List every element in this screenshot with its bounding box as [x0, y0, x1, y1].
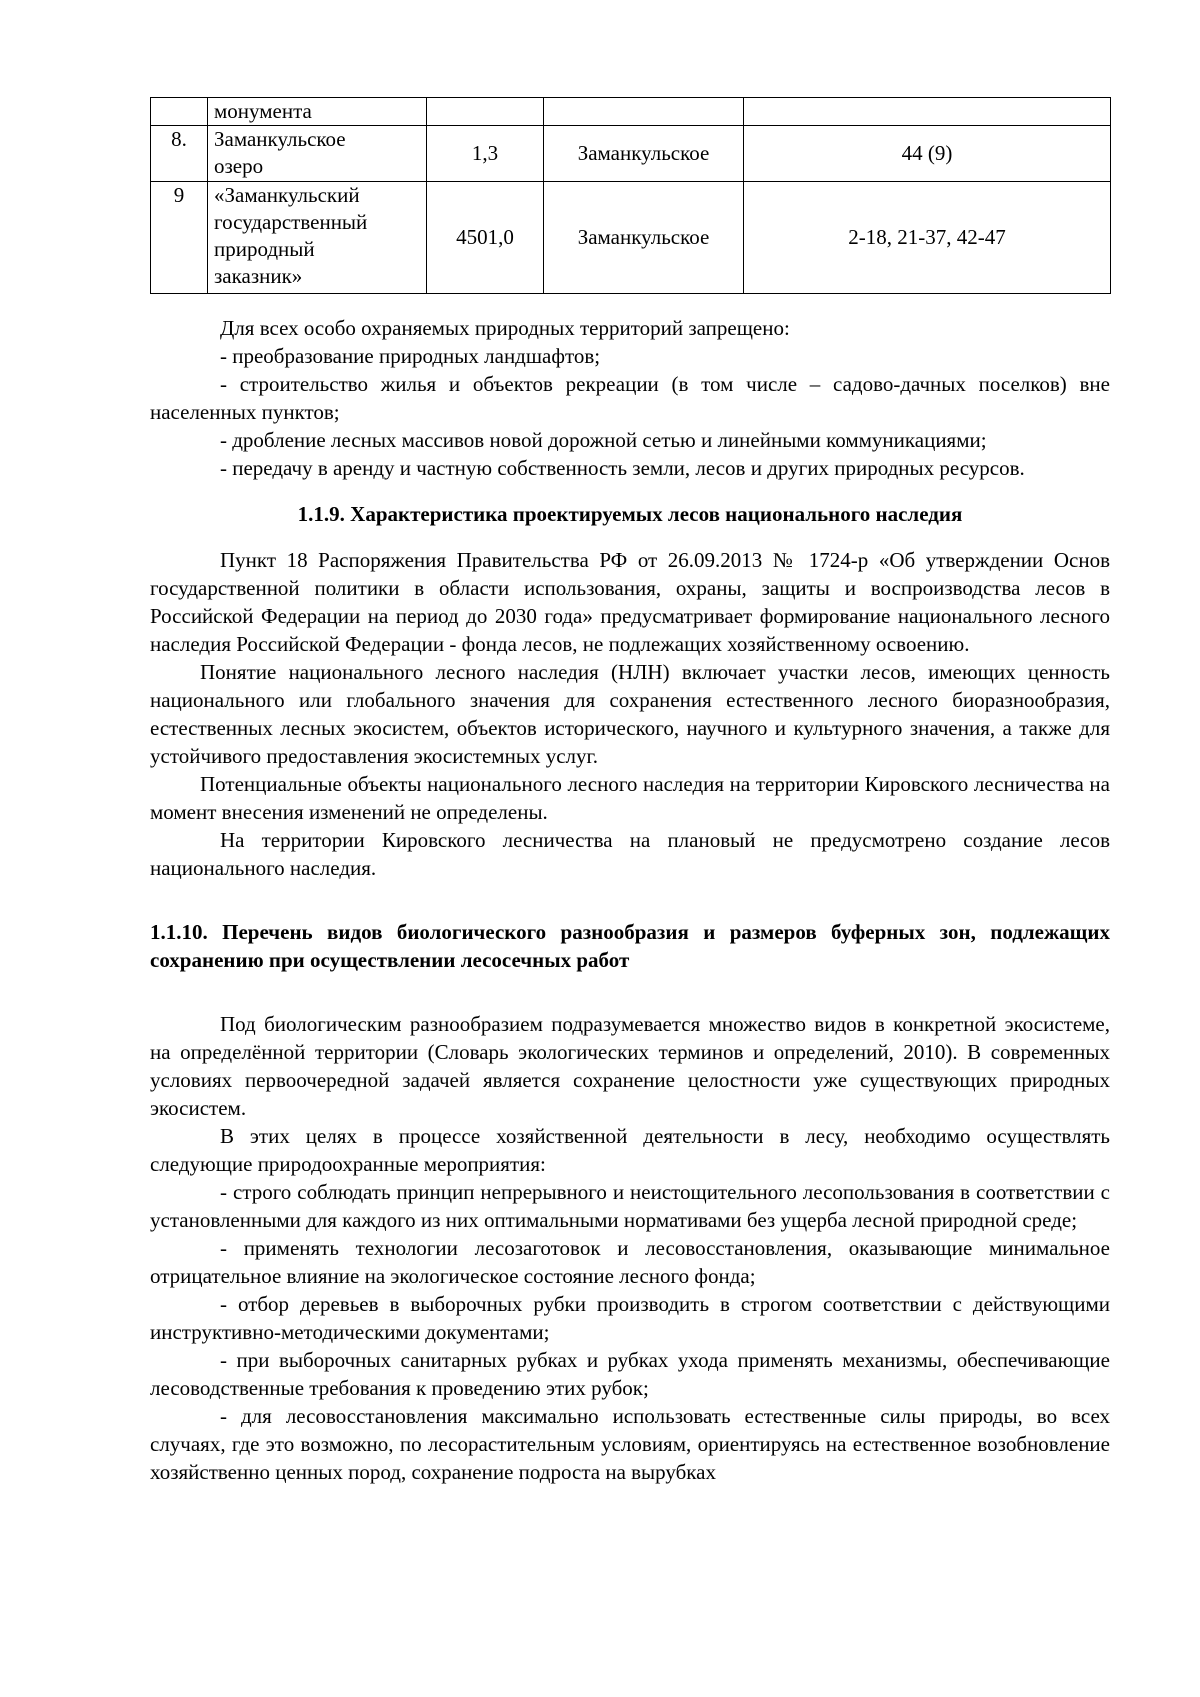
- measure-item: - применять технологии лесозаготовок и лесовосстановления, оказывающие минимальное отрицательное влияние на экологическое состояние лесного фонда;: [150, 1236, 1110, 1288]
- paragraph: Пункт 18 Распоряжения Правительства РФ от 26.09.2013 № 1724-р «Об утверждении Основ государственной политики в области использования, охраны, защиты и воспроизводства лесов в Российской Федерации на период до 2030 года» предусматривает формирование национального лесного наследия Российской Федерации - фонда лесов, не подлежащих хозяйственному освоению.: [150, 548, 1110, 656]
- district-forestry: [544, 98, 744, 126]
- measure-item: - отбор деревьев в выборочных рубки производить в строгом соответствии с действующими инструктивно-методическими документами;: [150, 1292, 1110, 1344]
- area-name-line: заказник»: [214, 264, 303, 288]
- area-name-line: озеро: [214, 154, 264, 178]
- quarter-numbers: 44 (9): [744, 126, 1111, 182]
- paragraph: Понятие национального лесного наследия (НЛН) включает участки лесов, имеющих ценность национального или глобального значения для сохранения естественного лесного биоразнообразия, естественных лесных экосистем, объектов исторического, научного и культурного значения, а также для устойчивого предоставления экосистемных услуг.: [150, 660, 1110, 768]
- area-name: [208, 126, 427, 182]
- area-name-line: государственный: [214, 210, 368, 234]
- prohibition-item: - передачу в аренду и частную собственность земли, лесов и других природных ресурсов.: [220, 456, 1025, 480]
- protected-areas-table: [150, 97, 1111, 294]
- measure-item: - строго соблюдать принцип непрерывного и неистощительного лесопользования в соответствии с установленными для каждого из них оптимальными нормативами без ущерба лесной природной среде;: [150, 1180, 1110, 1232]
- area-name-line: монумента: [214, 99, 312, 123]
- prohibition-item: - строительство жилья и объектов рекреации (в том числе – садово-дачных поселков) вне населенных пунктов;: [150, 372, 1110, 424]
- district-forestry: Заманкульское: [544, 126, 744, 182]
- prohibition-item: - преобразование природных ландшафтов;: [220, 344, 601, 368]
- measure-item: - для лесовосстановления максимально использовать естественные силы природы, во всех случаях, где это возможно, по лесорастительным условиям, ориентируясь на естественное возобновление хозяйственно ценных пород, сохранение подроста на вырубках: [150, 1404, 1110, 1484]
- table-row: [151, 98, 1111, 126]
- prohibition-item: - дробление лесных массивов новой дорожной сетью и линейными коммуникациями;: [220, 428, 987, 452]
- prohibitions-intro: Для всех особо охраняемых природных территорий запрещено:: [220, 316, 790, 340]
- table-row: [151, 126, 1111, 182]
- area-name-line: Заманкульское: [214, 127, 346, 151]
- table-row: [151, 182, 1111, 294]
- row-number: [151, 98, 208, 126]
- paragraph: В этих целях в процессе хозяйственной деятельности в лесу, необходимо осуществлять следующие природоохранные мероприятия:: [150, 1124, 1110, 1176]
- section-heading: 1.1.10. Перечень видов биологического разнообразия и размеров буферных зон, подлежащих сохранению при осуществлении лесосечных работ: [150, 920, 1110, 972]
- paragraph: Потенциальные объекты национального лесного наследия на территории Кировского лесничества на момент внесения изменений не определены.: [150, 772, 1110, 824]
- area-name: [208, 98, 427, 126]
- area-name-line: природный: [214, 237, 315, 261]
- row-number: 8.: [151, 126, 208, 182]
- section-heading: 1.1.9. Характеристика проектируемых лесов национального наследия: [297, 502, 963, 526]
- area-size: [427, 98, 544, 126]
- area-name-line: «Заманкульский: [214, 183, 360, 207]
- quarter-numbers: [744, 98, 1111, 126]
- area-size: 4501,0: [427, 182, 544, 294]
- area-size: 1,3: [427, 126, 544, 182]
- district-forestry: Заманкульское: [544, 182, 744, 294]
- area-name: [208, 182, 427, 294]
- quarter-numbers: 2-18, 21-37, 42-47: [744, 182, 1111, 294]
- row-number: 9: [151, 182, 208, 294]
- measure-item: - при выборочных санитарных рубках и рубках ухода применять механизмы, обеспечивающие лесоводственные требования к проведению этих рубок;: [150, 1348, 1110, 1400]
- paragraph: На территории Кировского лесничества на плановый не предусмотрено создание лесов национального наследия.: [150, 828, 1110, 880]
- document-page: [150, 97, 1110, 1486]
- paragraph: Под биологическим разнообразием подразумевается множество видов в конкретной экосистеме, на определённой территории (Словарь экологических терминов и определений, 2010). В современных условиях первоочередной задачей является сохранение целостности уже существующих природных экосистем.: [150, 1012, 1110, 1120]
